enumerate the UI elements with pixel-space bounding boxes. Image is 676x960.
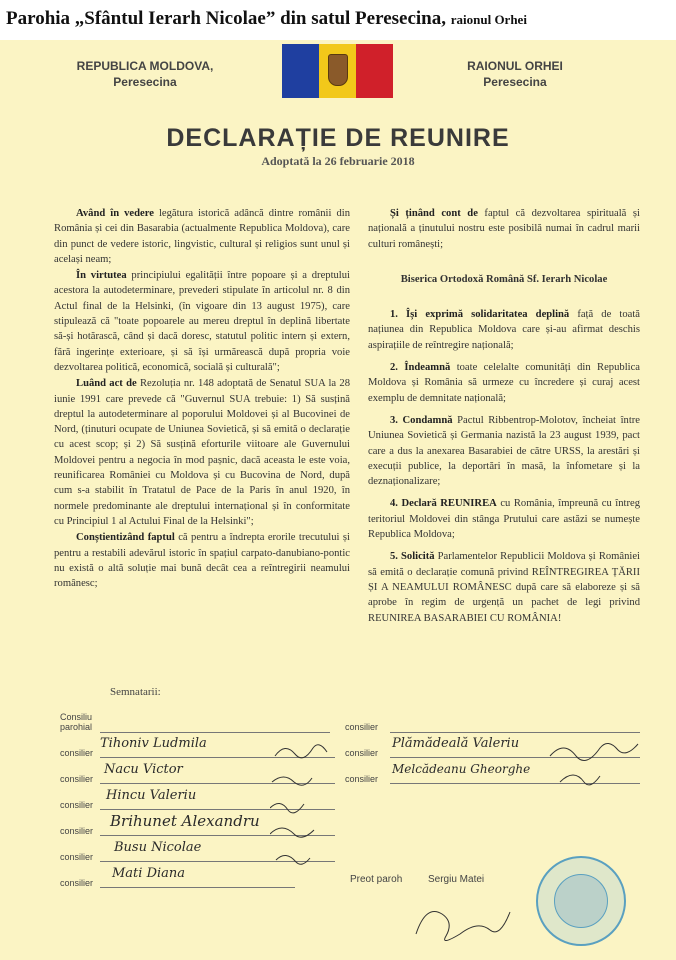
paragraph: În virtutea principiului egalității între popoare și a dreptului acestora la autodeterminare, prevederi stipulate în articolul nr. 8 din Actul final de la Helsinki, (în vigoare din 13 august 1975), care stipulează că "toate popoarele au mereu dreptul în deplină libertate să-și hotărască, când și dacă doresc, statutul politic intern și extern, fără ingerințe exterioare, și să își urmărească după propria voie dezvoltarea politică, economică, socială și culturală";: [54, 270, 350, 373]
signature-line: [100, 732, 330, 733]
header-title: Parohia „Sfântul Ierarh Nicolae” din satul Peresecina, raionul Orhei: [6, 8, 527, 29]
letterhead-left-line1: REPUBLICA MOLDOVA,: [76, 59, 214, 73]
right-column: [368, 206, 640, 633]
paragraph: Conștientizând faptul că pentru a îndrepta erorile trecutului și pentru a restabili adevărul istoric în spațiul carpato-danubiano-pontic nu există o altă soluție mai bună decât cea a reîntregirii neamului românesc;: [54, 532, 350, 590]
flag-stripe-red: [356, 44, 393, 98]
list-item: 1. Își exprimă solidaritatea deplină față de toată națiunea din Republica Moldova care și-au afirmat deschis aspirațiile de reîntregire națională;: [368, 309, 640, 351]
page-header: [0, 0, 676, 40]
signature-name: Brihunet Alexandru: [110, 812, 260, 830]
signature-scribble: [275, 745, 327, 758]
signature-scribble: [560, 775, 600, 785]
signature-line: [100, 887, 295, 888]
signature-name: Busu Nicolae: [114, 840, 202, 855]
consilier-label: consilier: [60, 774, 94, 784]
stamp-inner: [554, 874, 608, 928]
signature-scribble: [416, 912, 510, 941]
signature-name: Mati Diana: [112, 866, 186, 881]
church-name: Biserica Ortodoxă Română Sf. Ierarh Nicolae: [400, 273, 608, 285]
coat-of-arms-icon: [328, 54, 348, 86]
list-item: 5. Solicită Parlamentelor Republicii Moldova și României să emită o declarație comună privind REÎNTREGIREA ȚĂRII ȘI A NEAMULUI ROMÂNESC după care să elaboreze și să aprobe în regim de urgență un pachet de legi privind REUNIREA BASARABIEI CU ROMÂNIA!: [368, 551, 641, 624]
signature-scribble: [272, 777, 312, 785]
list-item: 4. Declară REUNIREA cu România, împreună cu întreg teritoriul Moldovei din stânga Prutului care astăzi se numește Republica Moldova;: [368, 498, 641, 541]
paragraph: Luând act de Rezoluția nr. 148 adoptată de Senatul SUA la 28 iunie 1991 care prevede că "Guvernul SUA trebuie: 1) Să susțină dreptul la autodeterminare al poporului Moldovei și al Bucovinei de Nord, (ținuturi ocupate de Uniunea Sovietică, și să emită o declarație cu acest scop; și 2) Să susțină eforturile viitoare ale Guvernului Moldovei pentru a negocia în mod pașnic, dacă aceasta le este voia, reunificarea României cu Moldova și cu Bucovina de Nord, după cum s-a stabilit în Tratatul de Pace de la Paris în anul 1920, în normele predominante ale dreptului internațional și în conformitate cu Principiul 1 al Actului Final de la Helsinki";: [54, 378, 350, 527]
consilier-label: consilier: [60, 748, 94, 758]
signature-name: Tihoniv Ludmila: [100, 736, 207, 751]
letterhead-right-line1: RAIONUL ORHEI: [467, 59, 563, 73]
document-title: DECLARAȚIE DE REUNIRE: [166, 124, 510, 152]
consilier-label: consilier: [60, 852, 94, 862]
letterhead-right: [440, 58, 590, 90]
list-item: 3. Condamnă Pactul Ribbentrop-Molotov, încheiat între Uniunea Sovietică și Germania nazistă la 23 august 1939, pact care a dus la anexarea Basarabiei de către URSS, la arestări și execuții publice, la deportări în masă, la înfometare și la deznaționalizare;: [368, 414, 640, 488]
signature-scribble: [270, 828, 314, 837]
consilier-label: consilier: [60, 826, 94, 836]
signature-scribble: [270, 803, 304, 812]
parish-stamp: [536, 856, 626, 946]
consilier-label: consilier: [60, 800, 94, 810]
letterhead-left: [70, 58, 220, 90]
consilier-label: consilier: [345, 774, 379, 784]
left-column: [54, 206, 350, 592]
signature-name: Hincu Valeriu: [106, 788, 197, 803]
parish-council-label-2: parohial: [60, 722, 93, 732]
signature-name: Nacu Victor: [104, 762, 183, 777]
consilier-label: consilier: [345, 748, 379, 758]
right-consilier-label: consilier: [345, 722, 379, 732]
signature-scribbles-left: [270, 734, 350, 914]
declaration-document: [0, 40, 676, 960]
paragraph: Și ținând cont de faptul că dezvoltarea spirituală și națională a ținutului nostru este posibilă numai în cadrul marii culturi românești;: [368, 208, 640, 250]
signature-scribble: [550, 743, 638, 760]
signature-scribbles-right: [540, 730, 650, 790]
consilier-label: consilier: [60, 878, 94, 888]
priest-name: Sergiu Matei: [428, 874, 485, 885]
list-item: 2. Îndeamnă toate celelalte comunități din Republica Moldova și România să urmeze cu încredere și curaj acest exemplu de demnitate națională;: [368, 362, 640, 404]
header-subtitle: raionul Orhei: [450, 12, 527, 27]
letterhead-left-line2: Peresecina: [113, 75, 177, 89]
parish-council-label-1: Consiliu: [60, 712, 93, 722]
signature-name: Plămădeală Valeriu: [392, 736, 520, 751]
signature-name: Melcădeanu Gheorghe: [392, 762, 531, 776]
document-adopted-date: Adoptată la 26 februarie 2018: [261, 154, 415, 168]
paragraph: Având în vedere legătura istorică adâncă dintre românii din România și cei din Basarabia (actualmente Republica Moldova), care din punct de vedere istoric, lingvistic, cultural și religios sunt unul și același neam;: [54, 208, 350, 265]
flag-stripe-blue: [282, 44, 319, 98]
letterhead-right-line2: Peresecina: [483, 75, 547, 89]
signatories-heading: Semnatarii:: [110, 686, 161, 698]
signature-scribble: [276, 855, 310, 864]
priest-signature: [408, 894, 518, 954]
priest-label: Preot paroh: [350, 874, 403, 885]
